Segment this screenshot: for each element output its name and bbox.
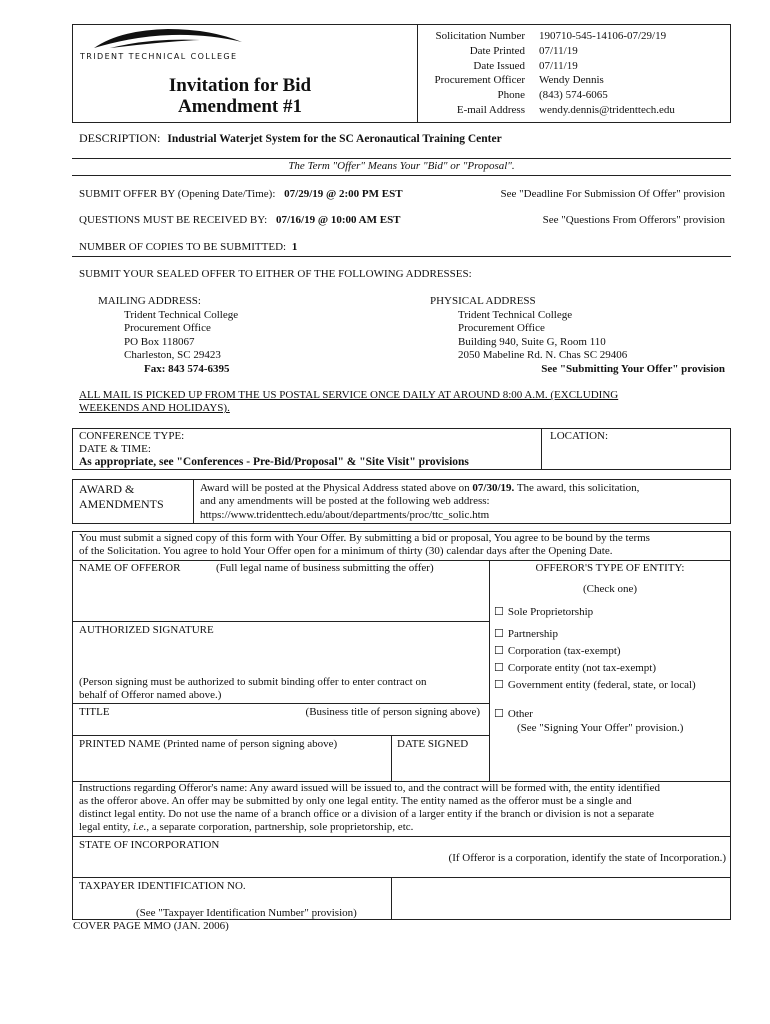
date-printed-label: Date Printed bbox=[469, 44, 525, 57]
date-issued-label: Date Issued bbox=[473, 59, 525, 72]
physical-line: Procurement Office bbox=[458, 322, 545, 335]
physical-heading: PHYSICAL ADDRESS bbox=[430, 295, 536, 307]
state-of-incorporation-label: STATE OF INCORPORATION bbox=[79, 839, 220, 851]
award-date: 07/30/19. bbox=[472, 482, 515, 494]
mail-notice-line: WEEKENDS AND HOLIDAYS). bbox=[79, 402, 230, 414]
name-of-offeror-field[interactable] bbox=[74, 576, 487, 620]
mailing-line: Charleston, SC 29423 bbox=[124, 349, 221, 362]
phone-label: Phone bbox=[497, 89, 525, 102]
entity-option-other[interactable]: ☐ Other bbox=[494, 707, 533, 720]
mail-notice-line: ALL MAIL IS PICKED UP FROM THE US POSTAL SERVICE ONCE DAILY AT AROUND 8:00 A.M. (EXCLUDING bbox=[79, 389, 619, 401]
tin-hint: (See "Taxpayer Identification Number" provision) bbox=[136, 907, 357, 919]
phone-value: (843) 574-6065 bbox=[539, 89, 608, 102]
submit-offer-value: 07/29/19 @ 2:00 PM EST bbox=[284, 188, 403, 200]
copies-label: NUMBER OF COPIES TO BE SUBMITTED: bbox=[79, 241, 287, 253]
title-field[interactable] bbox=[74, 720, 487, 734]
college-logo bbox=[90, 28, 250, 50]
entity-option-corporation-tax-exempt[interactable]: ☐ Corporation (tax-exempt) bbox=[494, 644, 621, 657]
award-label-2: AMENDMENTS bbox=[79, 497, 164, 511]
name-of-offeror-hint: (Full legal name of business submitting the offer) bbox=[216, 562, 434, 574]
entity-sub: (Check one) bbox=[582, 583, 638, 595]
award-text-2: and any amendments will be posted at the following web address: bbox=[200, 495, 490, 508]
header-field-row bbox=[405, 29, 675, 44]
header-fields bbox=[405, 29, 675, 118]
submit-offer-note: See "Deadline For Submission Of Offer" provision bbox=[500, 188, 725, 200]
award-text-1c: The award, this solicitation, bbox=[514, 482, 640, 494]
instructions-line: as the offeror above. An offer may be submitted by only one legal entity. The entity named as the offeror must be a single and bbox=[79, 795, 632, 807]
doc-subtitle: Amendment #1 bbox=[177, 96, 303, 117]
offeror-name-instructions bbox=[79, 782, 660, 834]
physical-address bbox=[430, 295, 627, 363]
mailing-fax: Fax: 843 574-6395 bbox=[144, 362, 230, 375]
addresses-heading: SUBMIT YOUR SEALED OFFER TO EITHER OF THE FOLLOWING ADDRESSES: bbox=[79, 268, 472, 280]
copies-value: 1 bbox=[291, 241, 298, 253]
description-value: Industrial Waterjet System for the SC Aeronautical Training Center bbox=[167, 133, 502, 145]
instructions-line: , a separate corporation, partnership, sole proprietorship, etc. bbox=[146, 821, 414, 833]
form-intro-2: of the Solicitation. You agree to hold Your Offer open for a minimum of thirty (30) calendar days after the Opening Date. bbox=[79, 545, 613, 557]
procurement-officer-value: Wendy Dennis bbox=[539, 74, 604, 87]
email-value[interactable]: wendy.dennis@tridenttech.edu bbox=[539, 103, 675, 116]
form-intro-1: You must submit a signed copy of this form with Your Offer. By submitting a bid or proposal, You agree to be bound by the terms bbox=[79, 532, 650, 544]
award-label bbox=[79, 482, 164, 512]
entity-option-government[interactable]: ☐ Government entity (federal, state, or local) bbox=[494, 678, 696, 691]
questions-label: QUESTIONS MUST BE RECEIVED BY: bbox=[79, 214, 268, 226]
entity-other-note: (See "Signing Your Offer" provision.) bbox=[517, 722, 684, 734]
entity-option-partnership[interactable]: ☐ Partnership bbox=[494, 627, 558, 640]
description-label: DESCRIPTION: bbox=[79, 131, 161, 145]
conference-type-label: CONFERENCE TYPE: bbox=[79, 430, 185, 442]
mailing-address bbox=[98, 295, 238, 377]
instructions-line: Instructions regarding Offeror's name: Any award issued will be issued to, and the contract will be formed with, the entity identified bbox=[79, 782, 660, 794]
physical-line: Building 940, Suite G, Room 110 bbox=[458, 335, 606, 348]
instructions-line: legal entity, bbox=[79, 821, 133, 833]
tin-label: TAXPAYER IDENTIFICATION NO. bbox=[79, 880, 246, 892]
doc-title: Invitation for Bid bbox=[168, 75, 312, 96]
authorized-signature-field[interactable] bbox=[74, 638, 487, 674]
entity-option-sole-proprietorship[interactable]: ☐ Sole Proprietorship bbox=[494, 605, 593, 618]
procurement-officer-label: Procurement Officer bbox=[434, 74, 525, 87]
term-note: The Term "Offer" Means Your "Bid" or "Proposal". bbox=[288, 160, 515, 172]
mailing-line: PO Box 118067 bbox=[124, 335, 195, 348]
instructions-ie: i.e. bbox=[132, 821, 147, 833]
instructions-line: distinct legal entity. Do not use the name of a branch office or a division of a larger entity if the branch or division is not a separate bbox=[79, 808, 654, 820]
header-field-row bbox=[405, 59, 675, 74]
mailing-line: Trident Technical College bbox=[124, 308, 239, 321]
solicitation-number-label: Solicitation Number bbox=[435, 30, 525, 42]
date-printed-value: 07/11/19 bbox=[539, 44, 578, 57]
authorized-signature-label: AUTHORIZED SIGNATURE bbox=[79, 624, 214, 636]
date-signed-field[interactable] bbox=[393, 752, 487, 780]
conference-location-label: LOCATION: bbox=[550, 430, 609, 442]
state-of-incorporation-field[interactable] bbox=[74, 853, 404, 875]
signature-note-2: behalf of Offeror named above.) bbox=[79, 689, 222, 701]
signature-note bbox=[79, 676, 426, 702]
award-text-1a: Award will be posted at the Physical Address stated above on bbox=[200, 482, 473, 494]
title-hint: (Business title of person signing above) bbox=[305, 706, 480, 718]
entity-heading: OFFEROR'S TYPE OF ENTITY: bbox=[535, 562, 685, 574]
printed-name-label: PRINTED NAME (Printed name of person signing above) bbox=[79, 738, 338, 750]
submit-offer-row bbox=[79, 188, 403, 200]
printed-name-field[interactable] bbox=[74, 752, 389, 780]
conference-note: As appropriate, see "Conferences - Pre-Bid/Proposal" & "Site Visit" provisions bbox=[79, 456, 469, 468]
conference-date-label: DATE & TIME: bbox=[79, 443, 151, 455]
date-issued-value: 07/11/19 bbox=[539, 59, 578, 72]
physical-line: 2050 Mabeline Rd. N. Chas SC 29406 bbox=[458, 349, 628, 362]
form-intro bbox=[79, 532, 650, 558]
physical-line: Trident Technical College bbox=[458, 308, 573, 321]
title-label: TITLE bbox=[79, 706, 110, 718]
award-label-1: AWARD & bbox=[79, 482, 135, 496]
submit-offer-label: SUBMIT OFFER BY (Opening Date/Time): bbox=[79, 188, 276, 200]
email-label: E-mail Address bbox=[456, 103, 525, 116]
signature-note-1: (Person signing must be authorized to submit binding offer to enter contract on bbox=[79, 676, 427, 688]
mailing-heading: MAILING ADDRESS: bbox=[98, 295, 201, 307]
copies-row bbox=[79, 241, 297, 253]
header-field-row bbox=[405, 73, 675, 88]
college-name: TRIDENT TECHNICAL COLLEGE bbox=[80, 52, 238, 61]
date-signed-label: DATE SIGNED bbox=[397, 738, 469, 750]
award-url[interactable]: https://www.tridenttech.edu/about/departments/proc/ttc_solic.htm bbox=[200, 508, 490, 521]
conference-labels bbox=[79, 430, 469, 469]
questions-note: See "Questions From Offerors" provision bbox=[542, 214, 725, 226]
state-of-incorporation-hint: (If Offeror is a corporation, identify the state of Incorporation.) bbox=[448, 852, 726, 864]
description-line bbox=[79, 131, 502, 146]
mail-notice bbox=[79, 389, 618, 415]
questions-row bbox=[79, 214, 401, 226]
mailing-line: Procurement Office bbox=[124, 322, 211, 335]
tin-field[interactable] bbox=[393, 879, 729, 918]
header-field-row bbox=[405, 44, 675, 59]
header-field-row bbox=[405, 103, 675, 118]
header-field-row bbox=[405, 88, 675, 103]
entity-option-corporate-not-tax-exempt[interactable]: ☐ Corporate entity (not tax-exempt) bbox=[494, 661, 656, 674]
footer-form-code: COVER PAGE MMO (JAN. 2006) bbox=[73, 920, 229, 932]
name-of-offeror-label: NAME OF OFFEROR bbox=[79, 562, 181, 574]
physical-note: See "Submitting Your Offer" provision bbox=[541, 363, 725, 375]
questions-value: 07/16/19 @ 10:00 AM EST bbox=[276, 214, 401, 226]
award-text bbox=[200, 482, 639, 522]
solicitation-number-value: 190710-545-14106-07/29/19 bbox=[539, 30, 667, 42]
